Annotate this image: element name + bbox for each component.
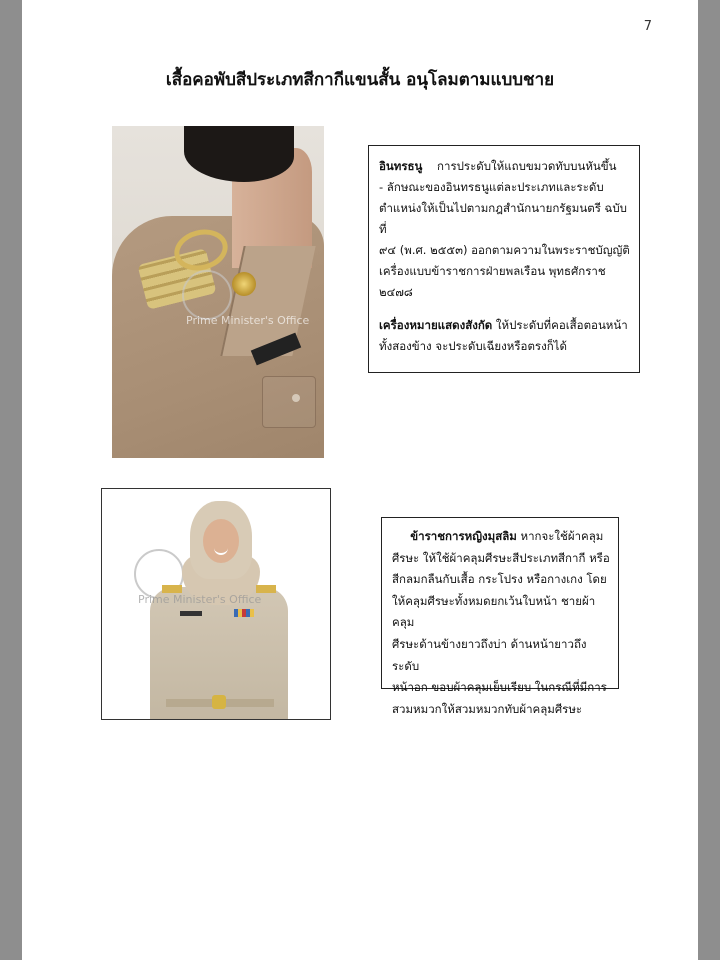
text-line: สีกลมกลืนกับเสื้อ กระโปรง หรือกางเกง โดย [392,572,607,587]
spacer [379,303,631,315]
text-line: ตำแหน่งให้เป็นไปตามกฎสำนักนายกรัฐมนตรี ฉบับที่ [379,201,627,236]
muslim-officer-photo [101,488,331,720]
text-line: เครื่องแบบข้าราชการฝ่ายพลเรือน พุทธศักราช [379,264,606,278]
ribbon-bar [234,609,254,617]
text-line: ๒๔๗๘ [379,285,413,299]
text-line: ศีรษะด้านข้างยาวถึงบ่า ด้านหน้ายาวถึงระดับ [392,636,587,673]
photo-watermark: Prime Minister's Office [138,593,262,606]
text-line [392,526,610,548]
term-epaulette: อินทรธนู [379,159,423,173]
page-title: เสื้อคอพับสีประเภทสีกากีแขนสั้น อนุโลมตามแบบชาย [165,70,555,90]
hair [184,126,294,182]
watermark-seal-icon [182,270,232,320]
text-span: ให้ประดับที่คอเสื้อตอนหน้า [495,318,628,332]
document-page [22,0,698,960]
photo-watermark: Prime Minister's Office [186,314,310,327]
belt-buckle [212,695,226,709]
text-line: ทั้งสองข้าง จะประดับเฉียงหรือตรงก็ได้ [379,339,567,353]
text-span: การประดับให้แถบขมวดทับบนหันขึ้น [437,159,617,173]
text-line: ศีรษะ ให้ใช้ผ้าคลุมศีรษะสีประเภทสีกากี หรือ [392,550,610,565]
text-line: ให้คลุมศีรษะทั้งหมดยกเว้นใบหน้า ชายผ้าคลุม [392,593,596,630]
epaulette-left [162,585,182,593]
text-line [379,315,631,336]
text-line: - ลักษณะของอินทรธนูแต่ละประเภทและระดับ [379,180,604,194]
uniform-shoulder-photo [112,126,324,458]
text-span: หากจะใช้ผ้าคลุม [520,529,604,543]
epaulette-description-box [368,145,640,373]
pocket-button [292,394,300,402]
text-line: หน้าอก ขอบผ้าคลุมเย็บเรียบ ในกรณีที่มีการ [392,680,607,695]
collar-insignia-pin [232,272,256,296]
breast-pocket [262,376,316,428]
epaulette-right [256,585,276,593]
text-line: สวมหมวกให้สวมหมวกทับผ้าคลุมศีรษะ [392,701,583,716]
muslim-headscarf-description-box [381,517,619,716]
term-muslim-female-officer: ข้าราชการหญิงมุสลิม [410,529,517,543]
term-affiliation-insignia: เครื่องหมายแสดงสังกัด [379,318,493,332]
face [203,519,239,563]
name-tag [180,611,202,616]
page-number: 7 [643,19,652,34]
text-line: ๙๔ (พ.ศ. ๒๕๕๓) ออกตามความในพระราชบัญญัติ [379,243,630,257]
text-line [379,156,631,177]
